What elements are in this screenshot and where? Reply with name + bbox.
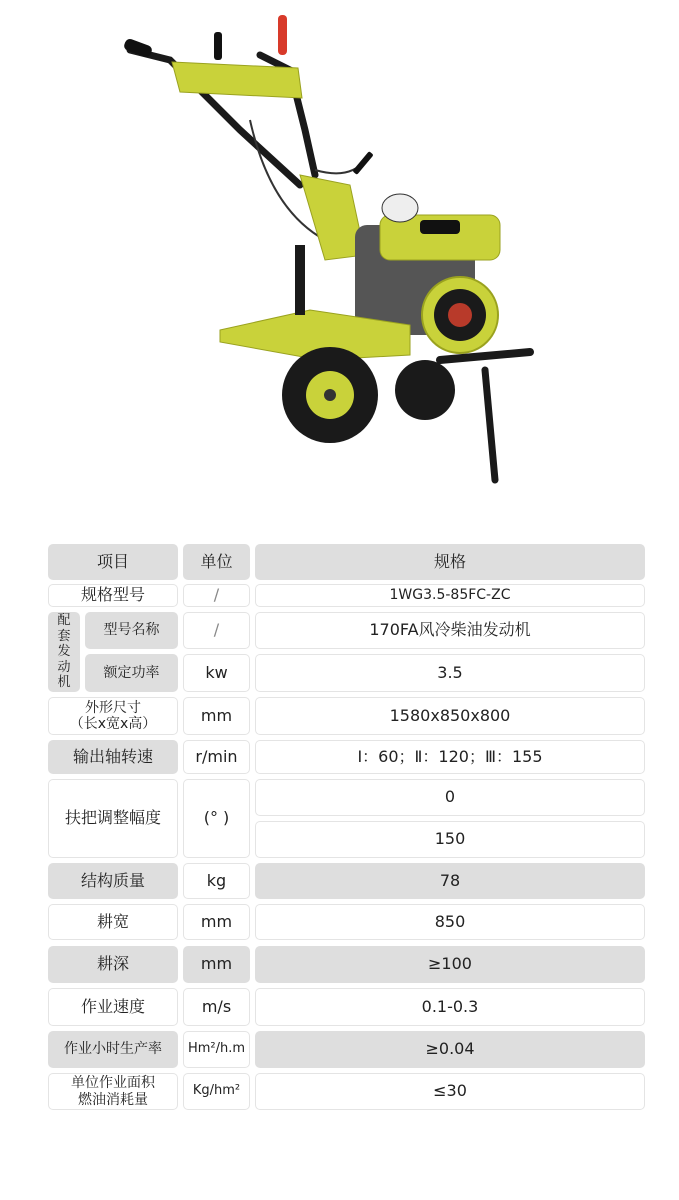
row-dimensions-value: 1580x850x800	[255, 697, 645, 735]
row-tilling-depth-label: 耕深	[48, 946, 178, 983]
header-item: 项目	[48, 544, 178, 580]
row-tilling-depth-unit: mm	[183, 946, 250, 983]
row-work-speed-value: 0.1-0.3	[255, 988, 645, 1026]
row-tilling-width-value: 850	[255, 904, 645, 940]
row-mass-unit: kg	[183, 863, 250, 899]
row-engine-power-unit: kw	[183, 654, 250, 692]
fuel-cap	[382, 194, 418, 222]
row-engine-group-label: 配套发动机	[48, 612, 80, 692]
row-dimensions-unit: mm	[183, 697, 250, 735]
row-engine-name-unit: /	[183, 612, 250, 649]
row-tilling-width-unit: mm	[183, 904, 250, 940]
row-model-label: 规格型号	[48, 584, 178, 607]
row-fuel-value: ≤30	[255, 1073, 645, 1110]
row-tilling-depth-value: ≥100	[255, 946, 645, 983]
row-productivity-unit: Hm²/h.m	[183, 1031, 250, 1068]
row-handle-adjust-label: 扶把调整幅度	[48, 779, 178, 858]
row-mass-label: 结构质量	[48, 863, 178, 899]
control-panel	[172, 62, 302, 98]
row-engine-power-label: 额定功率	[85, 654, 178, 692]
row-productivity-value: ≥0.04	[255, 1031, 645, 1068]
row-model-value: 1WG3.5-85FC-ZC	[255, 584, 645, 607]
row-handle-adjust-unit: (° )	[183, 779, 250, 858]
row-work-speed-label: 作业速度	[48, 988, 178, 1026]
row-mass-value: 78	[255, 863, 645, 899]
row-engine-name-value: 170FA风冷柴油发动机	[255, 612, 645, 649]
row-model-unit: /	[183, 584, 250, 607]
row-fuel-label: 单位作业面积 燃油消耗量	[48, 1073, 178, 1110]
mini-tiller-photo	[110, 10, 550, 490]
row-dimensions-label: 外形尺寸 （长x宽x高）	[48, 697, 178, 735]
row-fuel-unit: Kg/hm²	[183, 1073, 250, 1110]
row-handle-adjust-value-2: 150	[255, 821, 645, 858]
row-output-speed-value: Ⅰ：60；Ⅱ：120；Ⅲ：155	[255, 740, 645, 774]
row-output-speed-label: 输出轴转速	[48, 740, 178, 774]
red-lever	[278, 15, 287, 55]
row-tilling-width-label: 耕宽	[48, 904, 178, 940]
row-work-speed-unit: m/s	[183, 988, 250, 1026]
header-spec: 规格	[255, 544, 645, 580]
lever-black	[214, 32, 222, 60]
row-engine-power-value: 3.5	[255, 654, 645, 692]
row-productivity-label: 作业小时生产率	[48, 1031, 178, 1068]
row-handle-adjust-value-1: 0	[255, 779, 645, 816]
row-engine-name-label: 型号名称	[85, 612, 178, 649]
row-output-speed-unit: r/min	[183, 740, 250, 774]
header-unit: 单位	[183, 544, 250, 580]
